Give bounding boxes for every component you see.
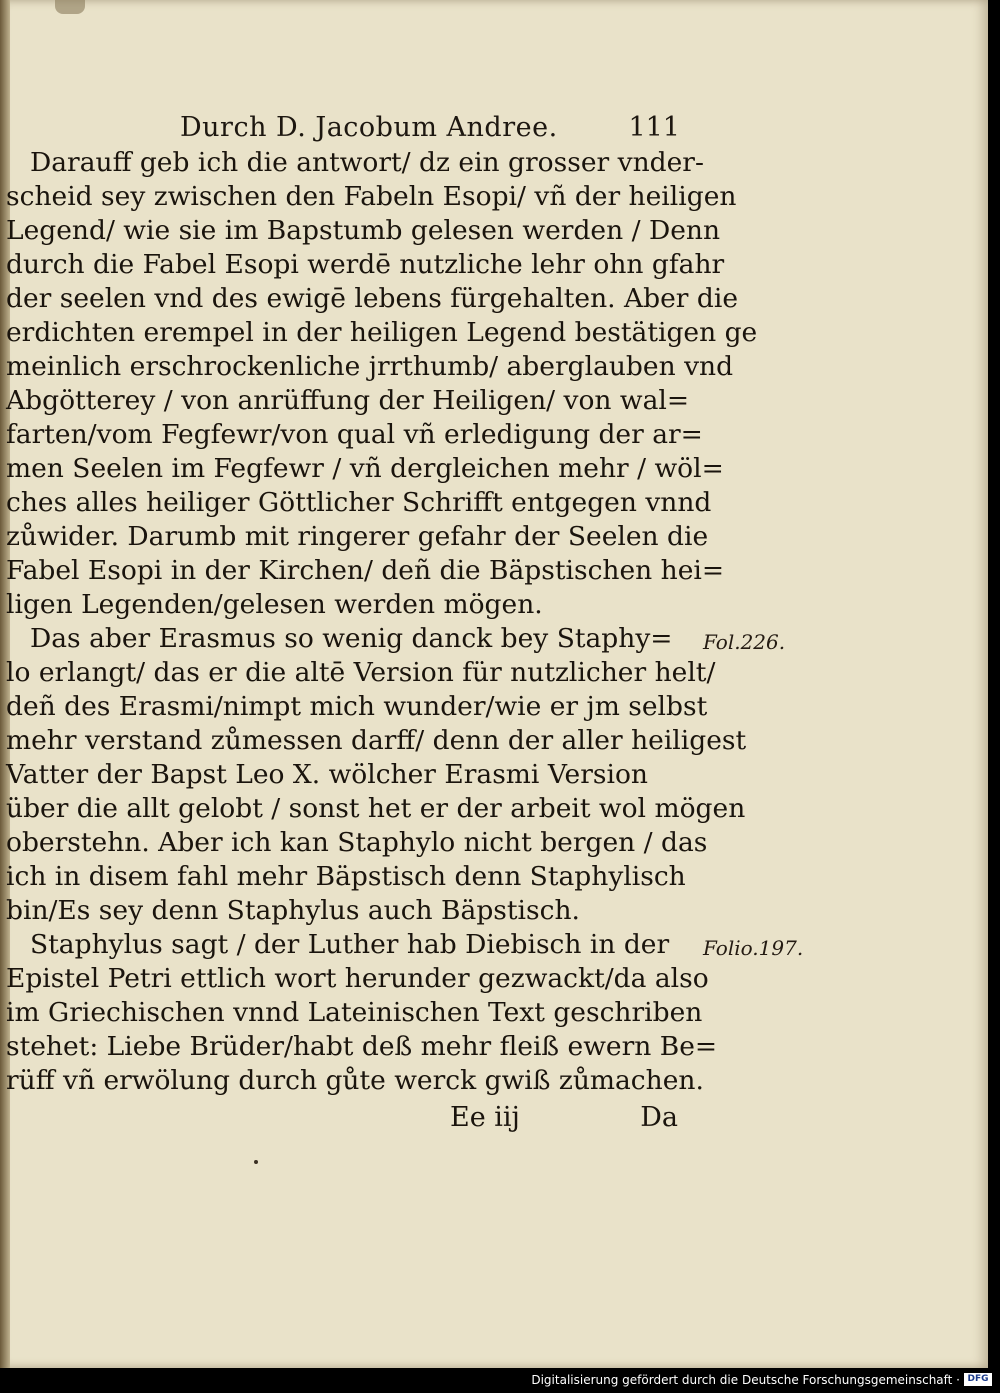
text-line: oberstehn. Aber ich kan Staphylo nicht bergen / das bbox=[6, 827, 708, 858]
page-number: 111 bbox=[628, 112, 680, 143]
text-line: Staphylus sagt / der Luther hab Diebisch in der bbox=[30, 929, 670, 960]
text-line: ich in disem fahl mehr Bäpstisch denn Staphylisch bbox=[6, 861, 686, 892]
ink-dot bbox=[254, 1160, 258, 1164]
text-line: erdichten erempel in der heiligen Legend bestätigen ge bbox=[6, 317, 758, 348]
text-line: im Griechischen vnnd Lateinischen Text geschriben bbox=[6, 997, 703, 1028]
footer-bar bbox=[0, 1368, 1000, 1393]
text-line: lo erlangt/ das er die altē Version für nutzlicher helt/ bbox=[6, 657, 716, 688]
footer-credit: Digitalisierung gefördert durch die Deutsche Forschungsgemeinschaft · bbox=[531, 1373, 960, 1387]
text-line: deñ des Erasmi/nimpt mich wunder/wie er jm selbst bbox=[6, 691, 708, 722]
text-line: meinlich erschrockenliche jrrthumb/ aberglauben vnd bbox=[6, 351, 734, 382]
text-line: Vatter der Bapst Leo X. wölcher Erasmi Version bbox=[6, 759, 648, 790]
text-line: Abgötterey / von anrüffung der Heiligen/ von wal= bbox=[6, 385, 690, 416]
text-line: Legend/ wie sie im Bapstumb gelesen werden / Denn bbox=[6, 215, 721, 246]
text-line: der seelen vnd des ewigē lebens fürgehalten. Aber die bbox=[6, 283, 739, 314]
text-line: Darauff geb ich die antwort/ dz ein grosser vnder- bbox=[30, 147, 704, 178]
signature-line bbox=[450, 1102, 680, 1138]
text-line: Das aber Erasmus so wenig danck bey Staphy= bbox=[30, 623, 673, 654]
text-line: Fabel Esopi in der Kirchen/ deñ die Bäpstischen hei= bbox=[6, 555, 725, 586]
text-line: mehr verstand zůmessen darff/ denn der aller heiligest bbox=[6, 725, 747, 756]
text-line: Epistel Petri ettlich wort herunder gezwackt/da also bbox=[6, 963, 709, 994]
running-head: Durch D. Jacobum Andree. bbox=[180, 112, 558, 143]
text-line: zůwider. Darumb mit ringerer gefahr der Seelen die bbox=[6, 521, 709, 552]
text-line: ligen Legenden/gelesen werden mögen. bbox=[6, 589, 543, 620]
dfg-logo: DFG bbox=[964, 1373, 992, 1386]
catchword: Da bbox=[640, 1102, 678, 1133]
margin-note: Fol.226. bbox=[703, 630, 786, 654]
text-line: durch die Fabel Esopi werdē nutzliche lehr ohn gfahr bbox=[6, 249, 725, 280]
text-line: stehet: Liebe Brüder/habt deß mehr fleiß ewern Be= bbox=[6, 1031, 718, 1062]
margin-note: Folio.197. bbox=[703, 936, 804, 960]
text-line: scheid sey zwischen den Fabeln Esopi/ vñ der heiligen bbox=[6, 181, 737, 212]
text-line: rüff vñ erwölung durch gůte werck gwiß zůmachen. bbox=[6, 1065, 704, 1096]
text-line: bin/Es sey denn Staphylus auch Bäpstisch. bbox=[6, 895, 580, 926]
page-header bbox=[140, 112, 680, 148]
text-line: ches alles heiliger Göttlicher Schrifft entgegen vnnd bbox=[6, 487, 712, 518]
page-stain bbox=[55, 0, 85, 14]
text-line: farten/vom Fegfewr/von qual vñ erledigung der ar= bbox=[6, 419, 703, 450]
signature-mark: Ee iij bbox=[450, 1102, 520, 1133]
text-line: men Seelen im Fegfewr / vñ dergleichen mehr / wöl= bbox=[6, 453, 724, 484]
text-line: über die allt gelobt / sonst het er der arbeit wol mögen bbox=[6, 793, 746, 824]
